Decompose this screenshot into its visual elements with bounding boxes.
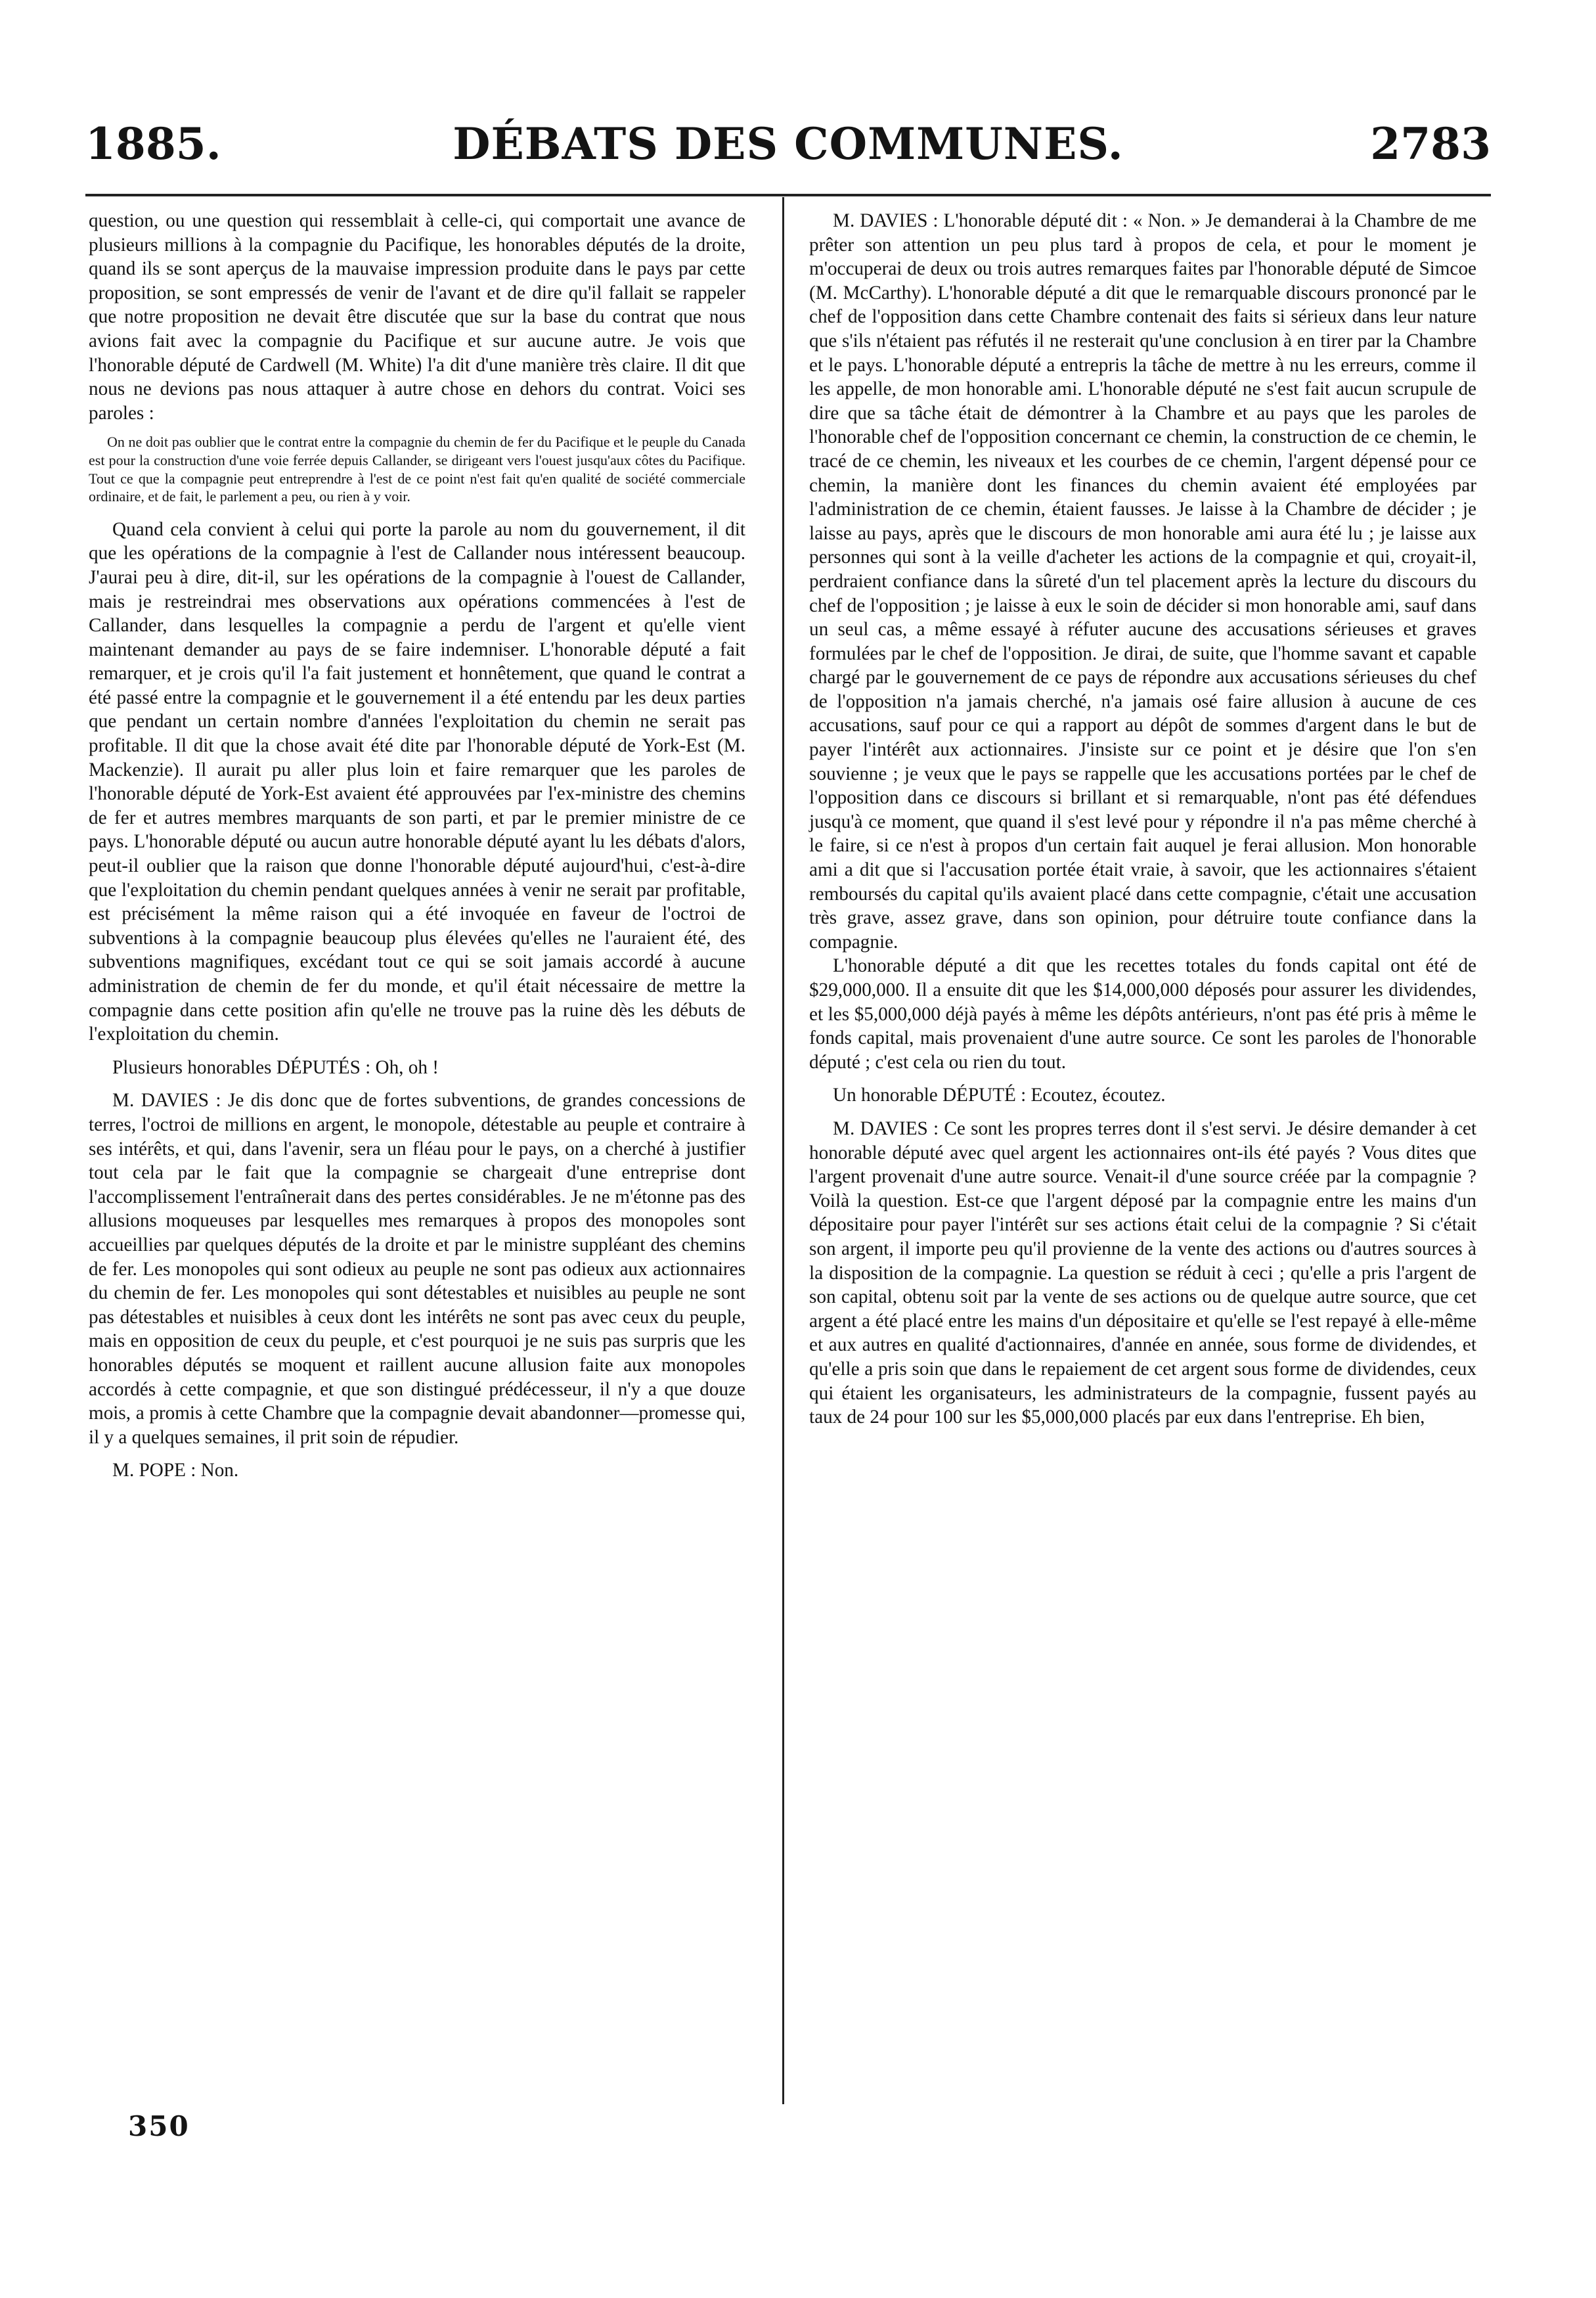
left-interjection: Plusieurs honorables DÉPUTÉS : Oh, oh ! xyxy=(112,1056,439,1078)
left-column xyxy=(89,209,745,1483)
header-year: 1885. xyxy=(85,118,221,169)
signature-mark: 350 xyxy=(128,2110,190,2142)
column-divider xyxy=(782,197,784,2104)
header-page-number: 2783 xyxy=(1370,118,1491,169)
left-paragraph-2: Quand cela convient à celui qui porte la parole au nom du gouvernement, il dit que les opérations de la compagnie à l'est de Callander nous intéressent beaucoup. J'aurai peu à dire, dit-il, sur les opérations de la compagnie à l'ouest de Callander, mais je restreindrai mes observations aux opérations commencées à l'est de Callander, dans lesquelles la compagnie a perdu de l'argent et qu'elle vient maintenant demander au pays de se faire indemniser. L'honorable député a fait remarquer, et je crois qu'il l'a fait justement et honnêtement, que quand le contrat a été passé entre la compagnie et le gouvernement il a été entendu par les deux parties que pendant un certain nombre d'années l'exploitation du chemin ne serait pas profitable. Il dit que la chose avait été dite par l'honorable député de York-Est (M. Mackenzie). Il aurait pu aller plus loin et faire remarquer que les paroles de l'honorable député de York-Est avaient été approuvées par l'ex-ministre des chemins de fer et autres membres marquants de son parti, et par le premier ministre de ce pays. L'honorable député ou aucun autre honorable député ayant lu les débats d'alors, peut-il oublier que la raison que donne l'honorable député aujourd'hui, c'est-à-dire que l'exploitation du chemin pendant quelques années à venir ne serait par profitable, est précisément la même raison qui a été invoquée en faveur de l'octroi de subventions à la compagnie beaucoup plus élevées qu'elles ne l'auraient été, des subventions magnifiques, excédant tout ce qui se soit jamais accordé à aucune administration de chemin de fer du monde, et qu'il était nécessaire de mettre la compagnie dans cette position afin qu'elle ne trouve pas la ruine dès les débuts de l'exploitation du chemin. xyxy=(89,518,745,1045)
header-rule xyxy=(85,194,1491,196)
left-paragraph-pope: M. POPE : Non. xyxy=(112,1460,239,1481)
running-header xyxy=(85,118,1491,184)
left-paragraph-davies: M. DAVIES : Je dis donc que de fortes subventions, de grandes concessions de terres, l'octroi de millions en argent, le monopole, détestable au peuple et contraire à ses intérêts, et qui, dans l'avenir, sera un fléau pour le pays, on a cherché à justifier tout cela par le fait que la compagnie se chargeait d'une entreprise dont l'accomplissement l'entraînerait dans des pertes considérables. Je ne m'étonne pas des allusions moqueuses par lesquelles mes remarques à propos des monopoles sont accueillies par quelques députés de la droite et par le ministre suppléant des chemins de fer. Les monopoles qui sont odieux au peuple ne sont pas odieux aux actionnaires du chemin de fer. Les monopoles qui sont détestables et nuisibles au peuple ne sont pas détestables et nuisibles à ceux dont les intérêts ne sont pas avec ceux du peuple, mais en opposition de ceux du peuple, et c'est pourquoi je ne suis pas surpris que les honorables députés se moquent et raillent aucune allusion faite aux monopoles accordés à cette compagnie, et que son distingué prédécesseur, il n'y a que douze mois, a promis à cette Chambre que la compagnie devait abandonner—promesse qui, il y a quelques semaines, il prit soin de répudier. xyxy=(89,1090,745,1448)
right-paragraph-2: L'honorable député a dit que les recettes totales du fonds capital ont été de $29,000,000. Il a ensuite dit que les $14,000,000 déposés pour assurer les dividendes, et les $5,000,000 déjà payés à même les dépôts antérieurs, n'ont pas été pris à même le fonds capital, mais provenaient d'une autre source. Ce sont les paroles de l'honorable député ; c'est cela ou rien du tout. xyxy=(809,955,1476,1073)
right-interjection: Un honorable DÉPUTÉ : Ecoutez, écoutez. xyxy=(833,1085,1166,1106)
header-title: DÉBATS DES COMMUNES. xyxy=(453,118,1124,169)
right-paragraph-davies: M. DAVIES : Ce sont les propres terres dont il s'est servi. Je désire demander à cet honorable député avec quel argent les actionnaires ont-ils été payés ? Vous dites que l'argent provenait d'une autre source. Venait-il d'une source créée par la compagnie ? Voilà la question. Est-ce que l'argent déposé par la compagnie entre les mains d'un dépositaire pour payer l'intérêt sur ses actions était celui de la compagnie ? Si c'était son argent, il importe peu qu'il provienne de la vente des actions ou d'autres sources à la disposition de la compagnie. La question se réduit à ceci ; qu'elle a pris l'argent de son capital, obtenu soit par la vente de ses actions ou de quelque autre source, que cet argent a été placé entre les mains d'un dépositaire et qu'elle se l'est repayé à elle-même et aux autres en qualité d'actionnaires, d'année en année, sous forme de dividendes, et qu'elle a pris soin que dans le repaiement de cet argent sous forme de dividendes, ceux qui étaient les organisateurs, les administrateurs de la compagnie, fussent payés au taux de 24 pour 100 sur les $5,000,000 placés par eux dans l'entreprise. Eh bien, xyxy=(809,1117,1476,1428)
left-quotation: On ne doit pas oublier que le contrat entre la compagnie du chemin de fer du Pacifique et le peuple du Canada est pour la construction d'une voie ferrée depuis Callander, se dirigeant vers l'ouest jusqu'aux côtes du Pacifique. Tout ce que la compagnie peut entreprendre à l'est de ce point n'est fait qu'en qualité de société commerciale ordinaire, et de fait, le parlement a peu, ou rien à y voir. xyxy=(89,434,745,505)
right-paragraph-1: M. DAVIES : L'honorable député dit : « Non. » Je demanderai à la Chambre de me prêter son attention un peu plus tard à propos de cela, et pour le moment je m'occuperai de deux ou trois autres remarques faites par l'honorable député de Simcoe (M. McCarthy). L'honorable député a dit que le remarquable discours prononcé par le chef de l'opposition dans cette Chambre contenait des faits si sérieux dans leur nature que s'ils n'étaient pas réfutés il ne resterait qu'une conclusion à en tirer par la Chambre et le pays. L'honorable député a entrepris la tâche de mettre à nu les erreurs, comme il les appelle, de mon honorable ami. L'honorable député ne s'est fait aucun scrupule de dire que sa tâche était de démontrer à la Chambre et au pays que les paroles de l'honorable chef de l'opposition concernant ce chemin, la construction de ce chemin, le tracé de ce chemin, les niveaux et les courbes de ce chemin, l'argent dépensé pour ce chemin, la manière dont les finances du chemin avaient été employées par l'administration de ce chemin, étaient fausses. Je laisse à la Chambre de décider ; je laisse au pays, après que le discours de mon honorable ami aura été lu ; je laisse aux personnes qui sont à la veille d'acheter les actions de la compagnie et qui, croyait-il, perdraient confiance dans la sûreté d'un tel placement après la lecture du discours du chef de l'opposition ; je laisse à eux le soin de décider si mon honorable ami, sauf dans un seul cas, a même essayé à réfuter aucune des accusations sérieuses et graves formulées par le chef de l'opposition. Je dirai, de suite, que l'homme savant et capable chargé par le gouvernement de ce pays de répondre aux accusations sérieuses du chef de l'opposition n'a jamais cherché, n'a jamais osé faire allusion à aucune de ces accusations, sauf pour ce qui a rapport au dépôt de sommes d'argent dans le but de payer l'intérêt aux actionnaires. J'insiste sur ce point et je désire que l'on s'en souvienne ; je veux que le pays se rappelle que les accusations portées par le chef de l'opposition dans ce discours si brillant et si remarquable, n'ont pas été défendues jusqu'à ce moment, que quand il s'est levé pour y répondre il n'a pas même cherché à le faire, si ce n'est à propos d'un certain fait auquel je ferai allusion. Mon honorable ami a dit que si l'accusation portée était vraie, à savoir, que les actionnaires s'étaient remboursés du capital qu'ils avaient placé dans cette compagnie, c'était une accusation très grave, assez grave, dans son opinion, pour détruire toute confiance dans la compagnie. xyxy=(809,210,1476,953)
left-paragraph-1: question, ou une question qui ressemblait à celle-ci, qui comportait une avance de plusieurs millions à la compagnie du Pacifique, les honorables députés de la droite, quand ils se sont aperçus de la mauvaise impression produite dans le pays par cette proposition, se sont empressés de venir de l'avant et de dire qu'il fallait se rappeler que notre proposition ne devait être discutée que sur la base du contrat que nous avions fait avec la compagnie du Pacifique et sur aucune autre. Je vois que l'honorable député de Cardwell (M. White) l'a dit d'une manière très claire. Il dit que nous ne devions pas nous attaquer à autre chose en dehors du contrat. Voici ses paroles : xyxy=(89,210,745,424)
right-column xyxy=(809,209,1476,1430)
